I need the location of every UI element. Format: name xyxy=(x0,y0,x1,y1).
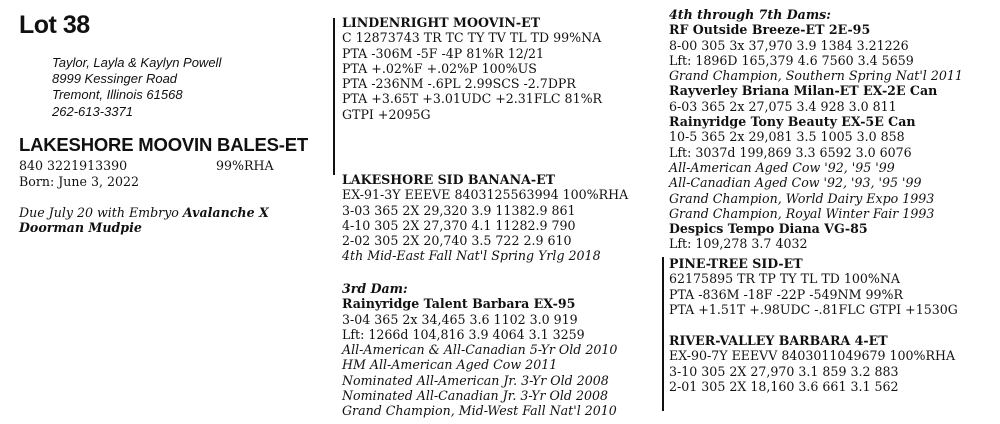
third-dam-honor: All-American & All-Canadian 5-Yr Old 2010 xyxy=(342,342,618,358)
third-dam-heading: 3rd Dam: xyxy=(342,281,408,296)
animal-reg-number: 840 3221913390 xyxy=(19,158,128,173)
sire-line: C 12873743 TR TC TY TV TL TD 99%NA xyxy=(342,30,602,46)
dam-sire-line: PTA -836M -18F -22P -549NM 99%R xyxy=(669,286,903,302)
dam-line: 2-01 305 2X 18,160 3.6 661 3.1 562 xyxy=(669,378,899,394)
dam5-name: Rayverley Briana Milan-ET EX-2E Can xyxy=(669,83,938,99)
third-dam-honor: Nominated All-American Jr. 3-Yr Old 2008 xyxy=(342,372,609,388)
sire-line: GTPI +2095G xyxy=(342,106,431,122)
dam4-line: 8-00 305 3x 37,970 3.9 1384 3.21226 xyxy=(669,37,909,53)
sire-dam-block xyxy=(342,172,628,264)
dam-bracket-line xyxy=(662,257,664,411)
third-dam-honor: HM All-American Aged Cow 2011 xyxy=(342,357,558,373)
third-dam-line: 3-04 365 2x 34,465 3.6 1102 3.0 919 xyxy=(342,311,578,327)
dam6-honor: All-American Aged Cow '92, '95 '99 xyxy=(669,159,895,175)
dam6-name: Rainyridge Tony Beauty EX-5E Can xyxy=(669,114,916,130)
third-dam-line: Lft: 1266d 104,816 3.9 4064 3.1 3259 xyxy=(342,326,585,342)
sire-line: PTA +3.65T +3.01UDC +2.31FLC 81%R xyxy=(342,91,603,107)
third-dam-honor: Grand Champion, Mid-West Fall Nat'l 2010 xyxy=(342,403,617,419)
dam6-honor: All-Canadian Aged Cow '92, '93, '95 '99 xyxy=(669,175,922,191)
sire-name: LINDENRIGHT MOOVIN-ET xyxy=(342,15,541,30)
consignor-block xyxy=(52,55,221,120)
sire-line: PTA -236NM -.6PL 2.99SCS -2.7DPR xyxy=(342,76,576,92)
dams-4-7-heading: 4th through 7th Dams: xyxy=(669,7,831,22)
sire-dam-line: EX-91-3Y EEEVE 8403125563994 100%RHA xyxy=(342,187,629,203)
animal-registration xyxy=(19,158,319,173)
sire-bracket-line xyxy=(333,18,335,175)
consignor-phone: 262-613-3371 xyxy=(52,103,133,119)
dam-sire-line: 62175895 TR TP TY TL TD 100%NA xyxy=(669,271,900,287)
consignor-names: Taylor, Layla & Kaylyn Powell xyxy=(52,55,222,70)
dam-name: RIVER-VALLEY BARBARA 4-ET xyxy=(669,333,888,348)
dam6-honor: Grand Champion, Royal Winter Fair 1993 xyxy=(669,205,935,221)
due-prefix: Due July 20 with Embryo xyxy=(19,205,183,220)
animal-born: Born: June 3, 2022 xyxy=(19,174,140,189)
dam6-line: 10-5 365 2x 29,081 3.5 1005 3.0 858 xyxy=(669,129,905,145)
lot-title: Lot 38 xyxy=(19,11,90,39)
dam6-line: Lft: 3037d 199,869 3.3 6592 3.0 6076 xyxy=(669,144,912,160)
sire-dam-line: 2-02 305 2X 20,740 3.5 722 2.9 610 xyxy=(342,233,572,249)
dams-4-7-block xyxy=(669,7,963,252)
animal-name: LAKESHORE MOOVIN BALES-ET xyxy=(19,134,308,155)
dam7-name: Despics Tempo Diana VG-85 xyxy=(669,221,868,237)
sire-line: PTA +.02%F +.02%P 100%US xyxy=(342,60,537,76)
third-dam-honor: Nominated All-Canadian Jr. 3-Yr Old 2008 xyxy=(342,388,609,404)
sire-line: PTA -306M -5F -4P 81%R 12/21 xyxy=(342,45,544,61)
dam5-line: 6-03 365 2x 27,075 3.4 928 3.0 811 xyxy=(669,98,897,114)
animal-rha: 99%RHA xyxy=(216,158,274,173)
embryo-due xyxy=(19,205,334,236)
dam-sire-line: PTA +1.51T +.98UDC -.81FLC GTPI +1530G xyxy=(669,301,958,317)
dam7-line: Lft: 109,278 3.7 4032 xyxy=(669,236,808,252)
consignor-street: 8999 Kessinger Road xyxy=(52,71,178,87)
sire-dam-line: 3-03 365 2X 29,320 3.9 11382.9 861 xyxy=(342,202,576,218)
third-dam-name: Rainyridge Talent Barbara EX-95 xyxy=(342,296,576,312)
dam-line: 3-10 305 2X 27,970 3.1 859 3.2 883 xyxy=(669,363,899,379)
consignor-city: Tremont, Illinois 61568 xyxy=(52,87,183,103)
dam-line: EX-90-7Y EEEVV 8403011049679 100%RHA xyxy=(669,348,956,364)
sire-dam-name: LAKESHORE SID BANANA-ET xyxy=(342,172,556,187)
dam4-line: Lft: 1896D 165,379 4.6 7560 3.4 5659 xyxy=(669,52,914,68)
dam4-honor: Grand Champion, Southern Spring Nat'l 2011 xyxy=(669,68,963,84)
dam6-honor: Grand Champion, World Dairy Expo 1993 xyxy=(669,190,935,206)
dam-sire-name: PINE-TREE SID-ET xyxy=(669,256,803,271)
sire-dam-line: 4-10 305 2X 27,370 4.1 11282.9 790 xyxy=(342,217,576,233)
sire-block xyxy=(342,15,602,122)
dam4-name: RF Outside Breeze-ET 2E-95 xyxy=(669,22,871,38)
sire-dam-honor: 4th Mid-East Fall Nat'l Spring Yrlg 2018 xyxy=(342,248,601,264)
dam-block xyxy=(669,333,955,394)
embryo-pedigree: Avalanche X Doorman Mudpie xyxy=(19,205,269,236)
dam-sire-block xyxy=(669,256,958,317)
third-dam-block xyxy=(342,281,617,419)
